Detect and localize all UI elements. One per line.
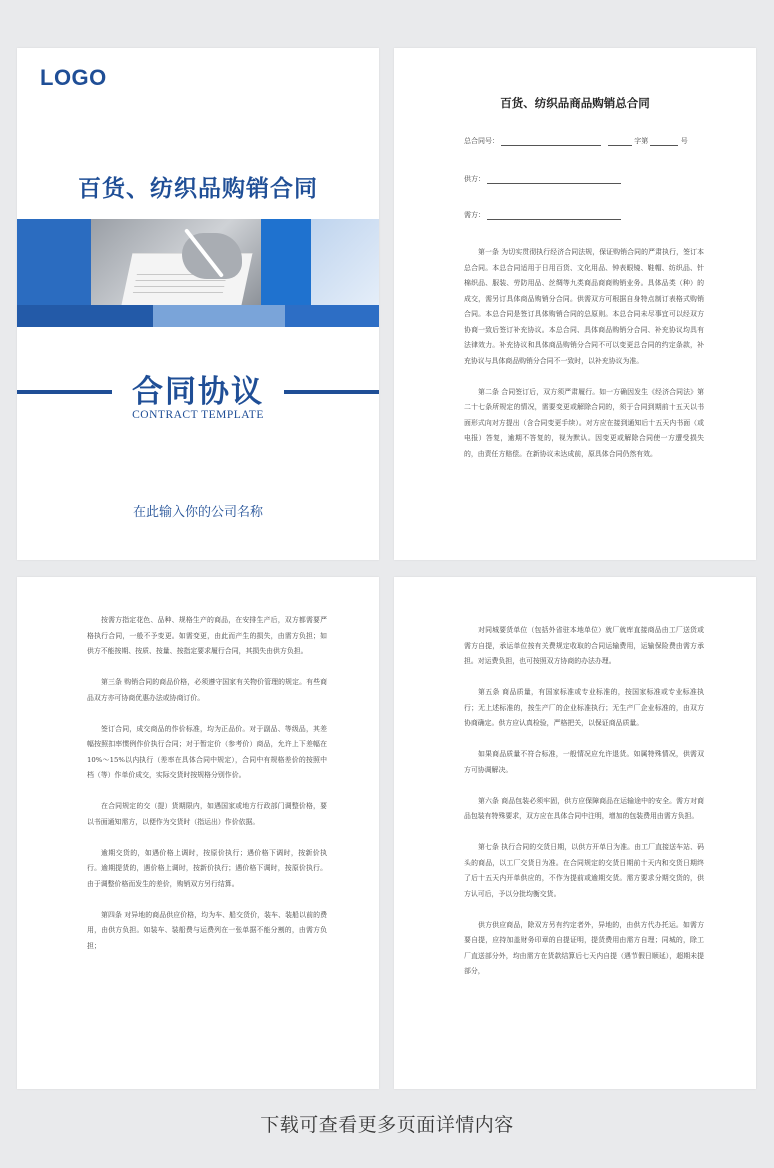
- contract-body: [87, 613, 327, 954]
- paragraph: 第六条 商品包装必须牢固，供方应保障商品在运输途中的安全。需方对商品包装有特殊要求，双方应在具体合同中注明，增加的包装费用由需方负担。: [464, 796, 704, 820]
- company-name-placeholder[interactable]: 在此输入你的公司名称: [132, 505, 263, 520]
- paragraph: 在合同规定的交（提）货期限内，如遇国家或地方行政部门调整价格，要以书面通知需方，以便作为交货时（指运出）作价依据。: [87, 802, 327, 826]
- paragraph: 供方供应商品，除双方另有约定者外，异地的，由供方代办托运。如需方要自提，应持加盖财务印章的自提证明，提货费用由需方自理；同城的，除工厂直送部分外，均由需方在货款结算后七天内自提（遇节假日顺延），超期未提部分，: [464, 920, 704, 975]
- paragraph: 第一条 为切实贯彻执行经济合同法规，保证购销合同的严肃执行，签订本总合同。本总合同适用于日用百货、文化用品、钟表眼镜、鞋帽、纺织品、针棉织品、服装、劳防用品、丝绸等九类商品商商购销业务。具体品类（种）的成交，需另订具体商品购销分合同。供需双方可根据自身特点制订表格式购销合同。本总合同是签订具体购销合同的总原则。本总合同未尽事宜可以经双方协商一致后签订补充协议。本总合同、具体商品购销分合同、补充协议均具有法律效力。补充协议和具体商品购销分合同不可以变更总合同的约定条款，补充协议与具体商品购销分合同不一致时，以补充协议为准。: [464, 248, 704, 365]
- cover-title: 百货、纺织品购销合同: [78, 176, 318, 202]
- document-title: 百货、纺织品商品购销总合同: [500, 96, 650, 110]
- buyer-blank[interactable]: [487, 219, 621, 220]
- buyer-field: [464, 210, 621, 220]
- paragraph: 按需方指定花色、品种、规格生产的商品，在安排生产后，双方都需要严格执行合同，一般不予变更。如需变更，由此而产生的损失，由需方负担；如供方不能按期、按质、按量、按指定要求履行合同，其损失由供方负担。: [87, 616, 327, 655]
- contract-body: [464, 245, 704, 462]
- logo: LOGO: [40, 65, 107, 90]
- banner-block: [261, 219, 311, 305]
- number-blank[interactable]: [650, 145, 678, 146]
- paragraph: 第三条 购销合同的商品价格，必须遵守国家有关物价管理的规定。有些商品双方亦可协商优惠办法或协商订价。: [87, 678, 327, 702]
- banner-strip: [153, 305, 285, 327]
- paragraph: 第七条 执行合同的交货日期，以供方开单日为准。由工厂直接送车站、码头的商品，以工厂交货日为准。在合同规定的交货日期前十天内和交货日期终了后十五天内开单供应的，不作为提前或逾期交货。需方要求分期交货的，供方认可后，予以分批均衡交货。: [464, 843, 704, 898]
- field-label: 需方：: [464, 211, 485, 219]
- banner-block: [311, 219, 379, 305]
- paragraph: 签订合同，成交商品的作价标准，均为正品价。对于副品、等级品，其差幅按照扣率惯例作价执行合同；对于暂定价（参考价）商品，允许上下差幅在10%～15%以内执行（差率在具体合同中规定），合同中有规格差价的按照中档（等）作单价成交，实际交货时按规格分别作价。: [87, 724, 327, 779]
- download-note[interactable]: 下载可查看更多页面详情内容: [260, 1114, 514, 1136]
- template-subtitle: CONTRACT TEMPLATE: [132, 409, 264, 421]
- supplier-field: [464, 174, 621, 184]
- divider-line: [284, 390, 379, 394]
- field-label: 总合同号：: [464, 137, 499, 145]
- field-label: 供方：: [464, 175, 485, 183]
- paragraph: 第五条 商品质量，有国家标准或专业标准的，按国家标准或专业标准执行；无上述标准的，按生产厂的企业标准执行；无生产厂企业标准的，由双方协商确定。供方应认真检验，严格把关，以保证商品质量。: [464, 688, 704, 727]
- contract-page-3: [394, 577, 756, 1089]
- char-blank[interactable]: [608, 145, 632, 146]
- banner-block: [17, 219, 91, 305]
- field-label: 号: [680, 137, 688, 145]
- contract-number-blank[interactable]: [501, 145, 601, 146]
- agreement-title: 合同协议: [132, 374, 264, 410]
- paragraph: 第四条 对异地的商品供应价格，均为车、船交货价，装车、装船以前的费用，由供方负担。如装车、装船费与运费列在一张单据不能分割的，由需方负担；: [87, 910, 327, 950]
- contract-number-field: [464, 136, 601, 146]
- banner-strip: [17, 305, 153, 327]
- contract-char-field: [608, 136, 688, 146]
- contract-page-1: [394, 48, 756, 560]
- supplier-blank[interactable]: [487, 183, 621, 184]
- paragraph: 如果商品质量不符合标准，一般情况应允许退货。如属特殊情况，供需双方可协调解决。: [464, 750, 704, 774]
- cover-page: [17, 48, 379, 560]
- contract-body: [464, 623, 704, 980]
- paragraph: 对同城要货单位（包括外省驻本地单位）就厂就库直接商品由工厂送货或需方自提，承运单位按有关费规定收取的合同运输费用，运输保险费由需方承担。对运费负担，也可按照双方协商的办法办理。: [464, 626, 704, 665]
- banner-strip: [285, 305, 379, 327]
- contract-page-2: [17, 577, 379, 1089]
- agreement-heading: [17, 366, 379, 410]
- field-label: 字第: [634, 137, 649, 145]
- cover-banner-image: [17, 219, 379, 327]
- divider-line: [17, 390, 112, 394]
- paragraph: 第二条 合同签订后，双方须严肃履行。如一方确因发生《经济合同法》第二十七条所规定的情况，需要变更或解除合同的，须于合同到期前十五天以书面形式向对方提出（含合同变更手续）。对方应在接到通知后十五天内书面（或电报）答复，逾期不答复的，视为默认。因变更或解除合同使一方遭受损失的，由责任方赔偿。在新协议未达成前，原具体合同仍然有效。: [464, 387, 704, 458]
- paragraph: 逾期交货的，如遇价格上调时，按原价执行；遇价格下调时，按新价执行。逾期提货的，遇价格上调时，按新价执行；遇价格下调时，按原价执行。由于调整价格而发生的差价，购销双方另行结算。: [87, 848, 327, 888]
